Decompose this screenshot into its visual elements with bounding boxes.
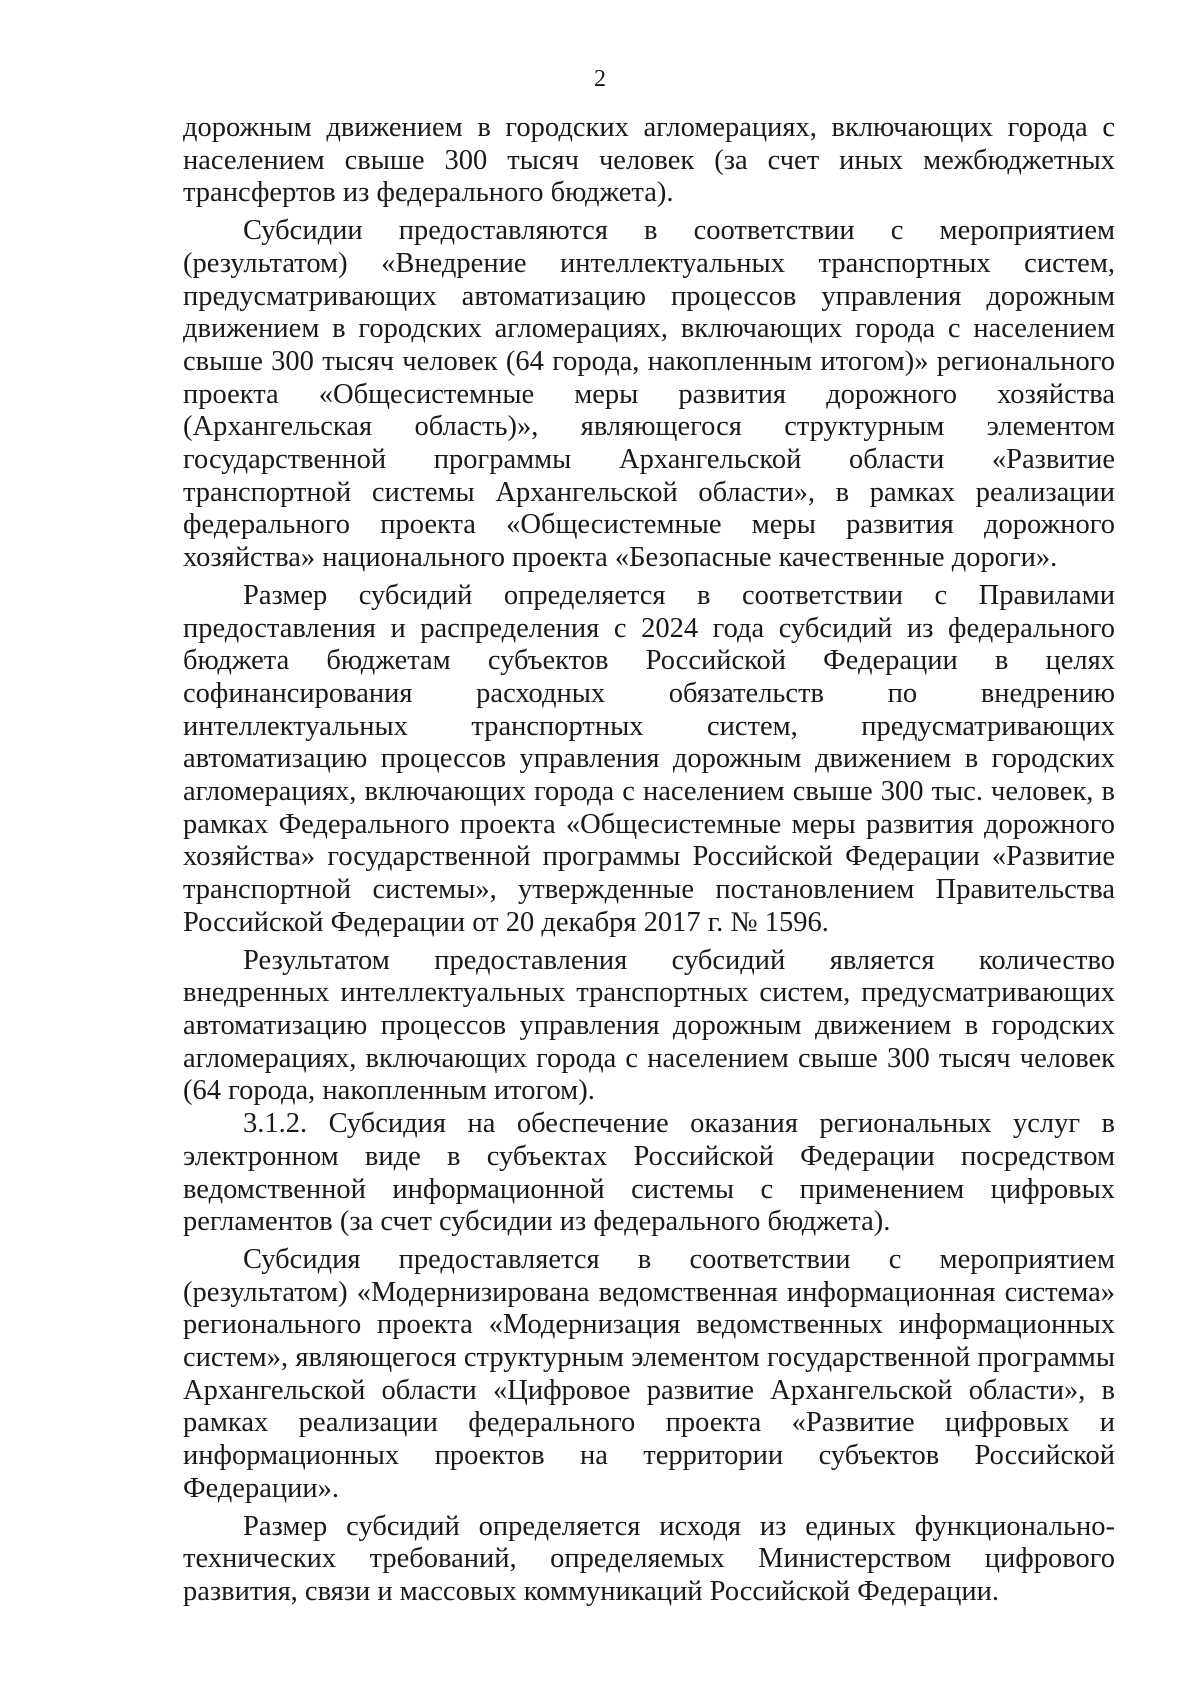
page-number: 2	[594, 66, 606, 92]
document-body	[183, 112, 1115, 1609]
paragraph-section-3-1-2: 3.1.2. Субсидия на обеспечение оказания региональных услуг в электронном виде в субъектах Российской Федерации посредством ведомственной информационной системы с применением цифровых регламентов (за счет субсидии из федерального бюджета).	[183, 1108, 1115, 1238]
paragraph-subsidy-result: Результатом предоставления субсидий является количество внедренных интеллектуальных транспортных систем, предусматривающих автоматизацию процессов управления дорожным движением в городских агломерациях, включающих города с населением свыше 300 тысяч человек (64 города, накопленным итогом).	[183, 944, 1115, 1107]
paragraph-subsidy-requirements: Размер субсидий определяется исходя из единых функционально-технических требований, определяемых Министерством цифрового развития, связи и массовых коммуникаций Российской Федерации.	[183, 1510, 1115, 1607]
paragraph-subsidy-amount: Размер субсидий определяется в соответствии с Правилами предоставления и распределения с 2024 года субсидий из федерального бюджета бюджетам субъектов Российской Федерации в целях софинансирования расходных обязательств по внедрению интеллектуальных транспортных систем, предусматривающих автоматизацию процессов управления дорожным движением в городских агломерациях, включающих города с населением свыше 300 тыс. человек, в рамках Федерального проекта «Общесистемные меры развития дорожного хозяйства» государственной программы Российской Федерации «Развитие транспортной системы», утвержденные постановлением Правительства Российской Федерации от 20 декабря 2017 г. № 1596.	[183, 579, 1115, 938]
paragraph-continuation: дорожным движением в городских агломерациях, включающих города с населением свыше 300 тысяч человек (за счет иных межбюджетных трансфертов из федерального бюджета).	[183, 112, 1115, 209]
paragraph-subsidy-basis: Субсидии предоставляются в соответствии с мероприятием (результатом) «Внедрение интеллектуальных транспортных систем, предусматривающих автоматизацию процессов управления дорожным движением в городских агломерациях, включающих города с населением свыше 300 тысяч человек (64 города, накопленным итогом)» регионального проекта «Общесистемные меры развития дорожного хозяйства (Архангельская область)», являющегося структурным элементом государственной программы Архангельской области «Развитие транспортной системы Архангельской области», в рамках реализации федерального проекта «Общесистемные меры развития дорожного хозяйства» национального проекта «Безопасные качественные дороги».	[183, 215, 1115, 574]
paragraph-subsidy-modernization: Субсидия предоставляется в соответствии с мероприятием (результатом) «Модернизирована ведомственная информационная система» регионального проекта «Модернизация ведомственных информационных систем», являющегося структурным элементом государственной программы Архангельской области «Цифровое развитие Архангельской области», в рамках реализации федерального проекта «Развитие цифровых и информационных проектов на территории субъектов Российской Федерации».	[183, 1243, 1115, 1504]
